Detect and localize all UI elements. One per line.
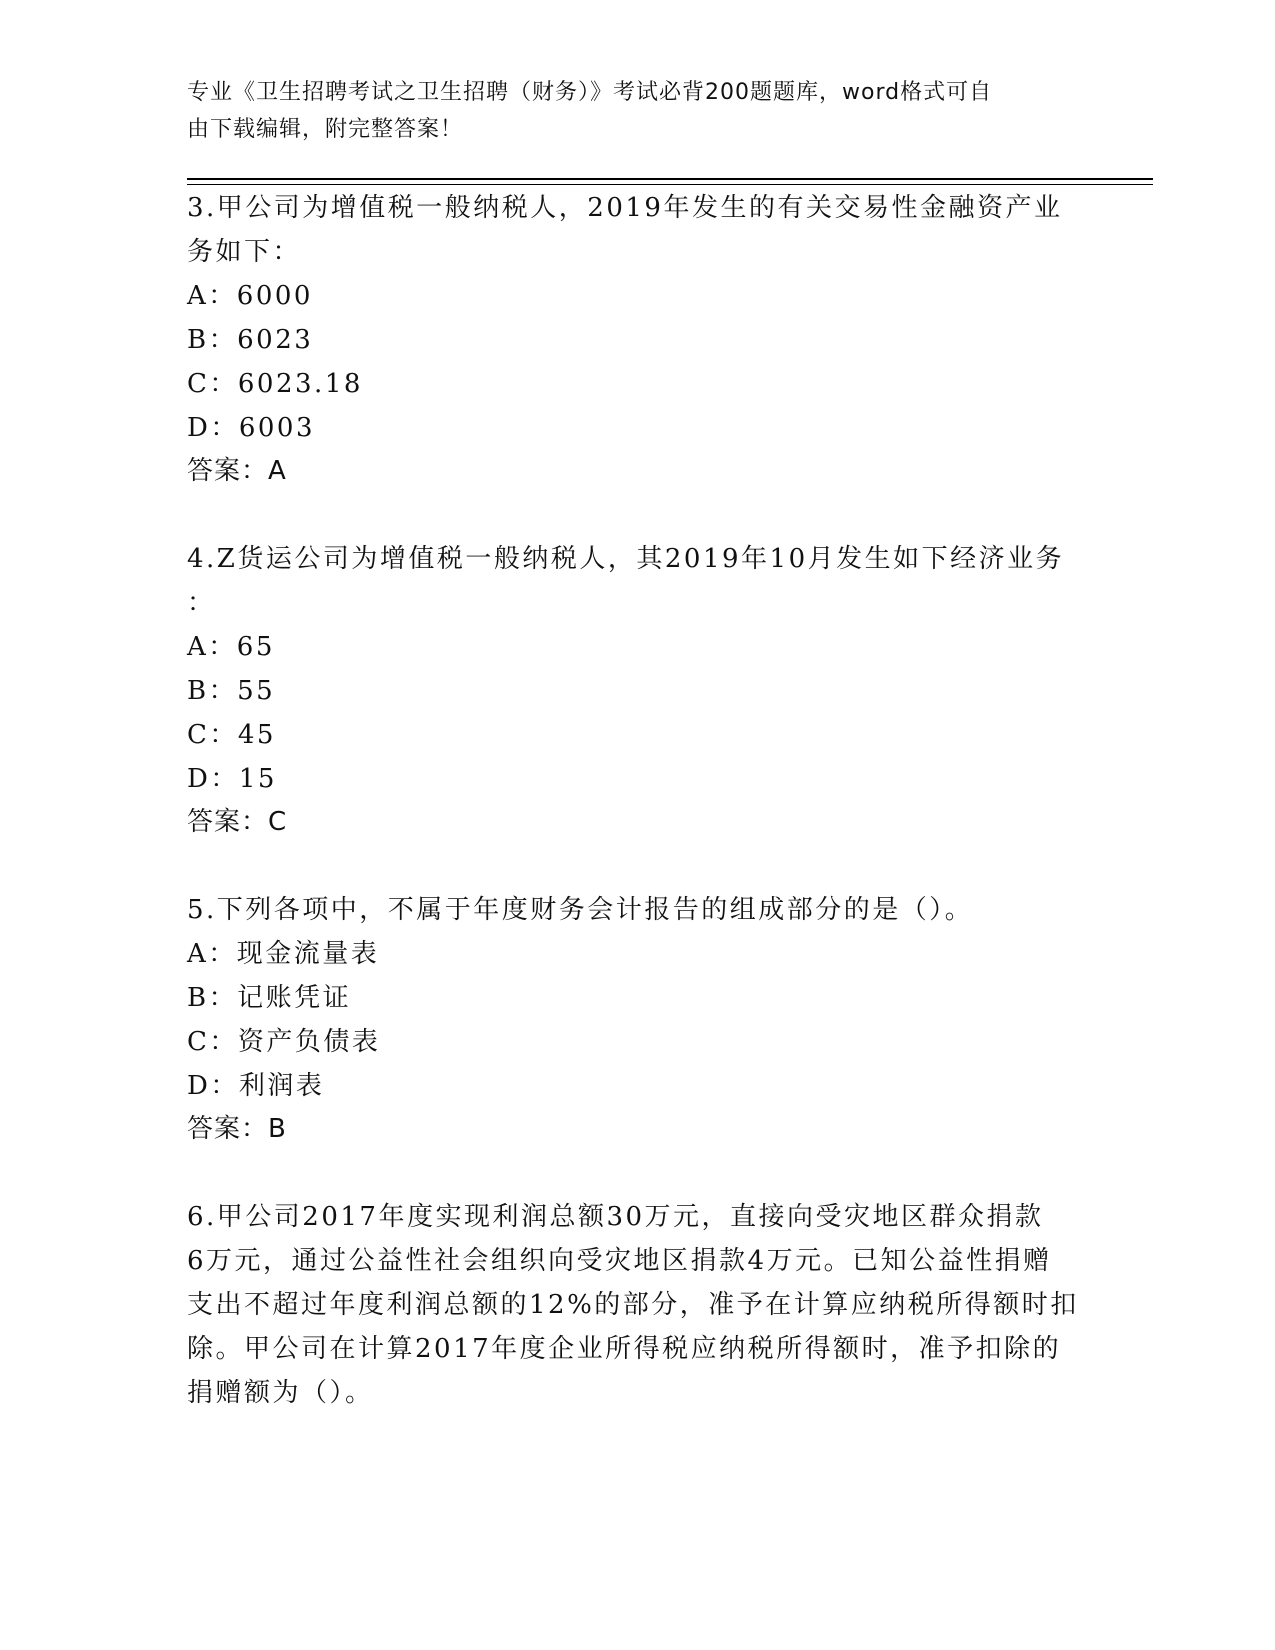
- question-4-option-b: B：55: [187, 676, 276, 706]
- question-4-option-a: A：65: [187, 632, 275, 662]
- question-5-stem-line-1: 5.下列各项中，不属于年度财务会计报告的组成部分的是（）。: [187, 895, 974, 925]
- question-5-option-d: D：利润表: [187, 1071, 325, 1101]
- question-5-answer: 答案：B: [187, 1114, 287, 1144]
- question-3-option-b: B：6023: [187, 325, 314, 355]
- question-3-option-c: C：6023.18: [187, 369, 363, 399]
- question-5-option-a: A：现金流量表: [187, 939, 380, 969]
- question-4-option-c: C：45: [187, 720, 276, 750]
- question-4-answer: 答案：C: [187, 807, 288, 837]
- question-6-stem-line-3: 支出不超过年度利润总额的12%的部分，准予在计算应纳税所得额时扣: [187, 1290, 1079, 1320]
- question-6-stem-line-5: 捐赠额为（）。: [187, 1378, 374, 1408]
- question-5-option-b: B：记账凭证: [187, 983, 352, 1013]
- question-3-option-d: D：6003: [187, 413, 316, 443]
- question-5-option-c: C：资产负债表: [187, 1027, 381, 1057]
- question-6-stem-line-4: 除。甲公司在计算2017年度企业所得税应纳税所得额时，准予扣除的: [187, 1334, 1062, 1364]
- question-4-stem-line-1: 4.Z货运公司为增值税一般纳税人，其2019年10月发生如下经济业务: [187, 544, 1065, 574]
- header-line-1: 专业《卫生招聘考试之卫生招聘（财务）》考试必背200题题库，word格式可自: [187, 80, 993, 105]
- question-3-stem-line-1: 3.甲公司为增值税一般纳税人，2019年发生的有关交易性金融资产业: [187, 193, 1063, 223]
- question-3-option-a: A：6000: [187, 281, 313, 311]
- header-divider-thin: [187, 184, 1153, 185]
- header-divider-thick: [187, 178, 1153, 180]
- question-6-stem-line-2: 6万元，通过公益性社会组织向受灾地区捐款4万元。已知公益性捐赠: [187, 1246, 1052, 1276]
- header-line-2: 由下载编辑，附完整答案！: [187, 117, 464, 142]
- question-3-answer: 答案：A: [187, 456, 287, 486]
- document-header: [187, 74, 1067, 148]
- question-3-stem-line-2: 务如下：: [187, 237, 302, 267]
- question-4-stem-line-2: ：: [187, 588, 216, 618]
- question-6-stem-line-1: 6.甲公司2017年度实现利润总额30万元，直接向受灾地区群众捐款: [187, 1202, 1044, 1232]
- question-4-option-d: D：15: [187, 764, 277, 794]
